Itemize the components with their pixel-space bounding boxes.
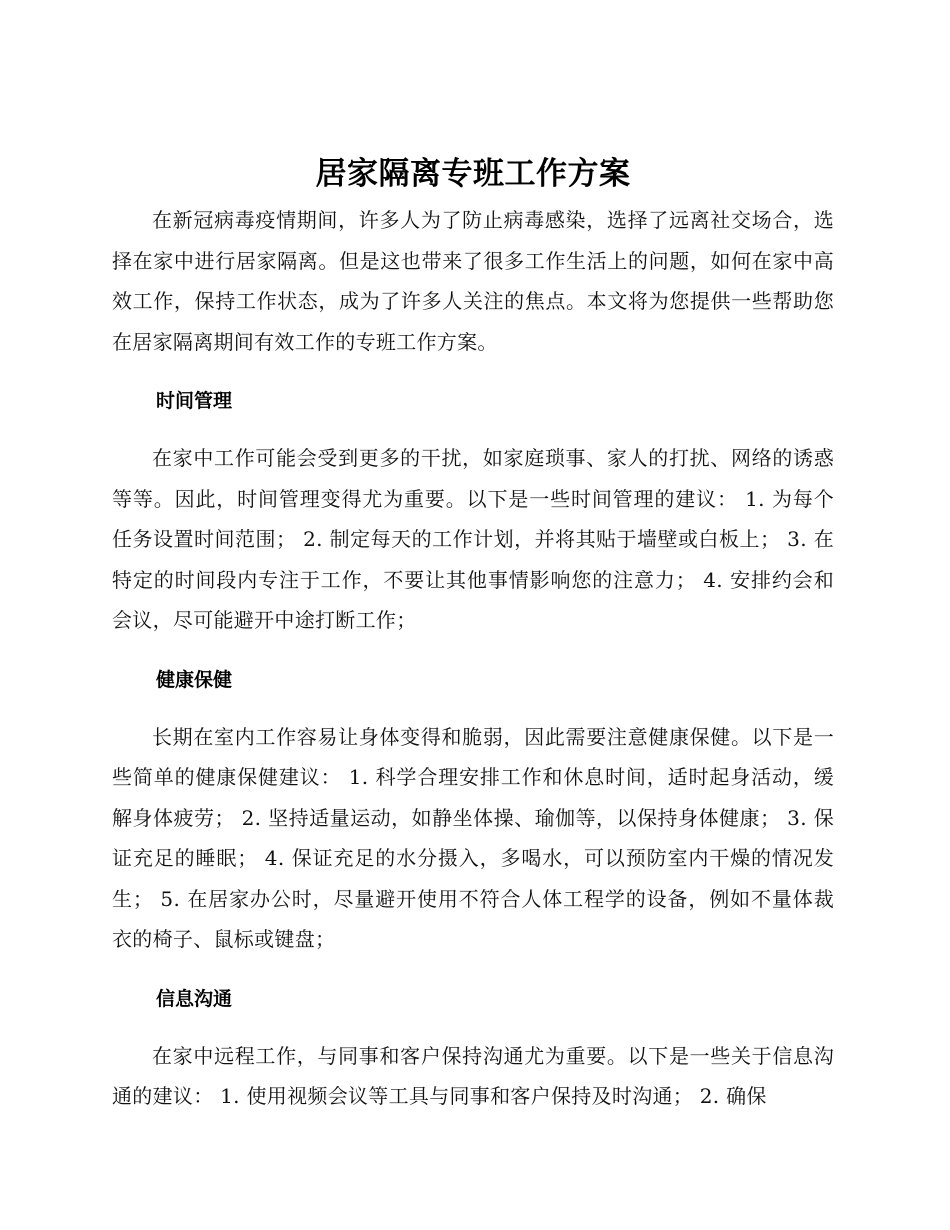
section-heading-time-management: 时间管理 (156, 390, 233, 412)
section-heading-communication: 信息沟通 (156, 987, 233, 1010)
section-heading-health-care: 健康保健 (156, 668, 233, 691)
section-body-communication: 在家中远程工作，与同事和客户保持沟通尤为重要。以下是一些关于信息沟通的建议： 1. 使用视频会议等工具与同事和客户保持及时沟通； 2. 确保 (112, 1043, 834, 1108)
document-title: 居家隔离专班工作方案 (315, 156, 631, 192)
section-body-health-care: 长期在室内工作容易让身体变得和脆弱，因此需要注意健康保健。以下是一些简单的健康保健建议： 1. 科学合理安排工作和休息时间，适时起身活动，缓解身体疲劳； 2. 坚持适量运动，如静坐体操、瑜伽等，以保持身体健康； 3. 保证充足的睡眠； 4. 保证充足的水分摄入，多喝水，可以预防室内干燥的情况发生； 5. 在居家办公时，尽量避开使用不符合人体工程学的设备，例如不量体裁衣的椅子、鼠标或键盘； (112, 724, 834, 951)
document-body (112, 148, 834, 1117)
section-body-time-management: 在家中工作可能会受到更多的干扰，如家庭琐事、家人的打扰、网络的诱惑等等。因此，时间管理变得尤为重要。以下是一些时间管理的建议： 1. 为每个任务设置时间范围； 2. 制定每天的工作计划，并将其贴于墙壁或白板上； 3. 在特定的时间段内专注于工作，不要让其他事情影响您的注意力； 4. 安排约会和会议，尽可能避开中途打断工作； (112, 446, 834, 632)
intro-paragraph: 在新冠病毒疫情期间，许多人为了防止病毒感染，选择了远离社交场合，选择在家中进行居家隔离。但是这也带来了很多工作生活上的问题，如何在家中高效工作，保持工作状态，成为了许多人关注的焦点。本文将为您提供一些帮助您在居家隔离期间有效工作的专班工作方案。 (112, 208, 834, 354)
